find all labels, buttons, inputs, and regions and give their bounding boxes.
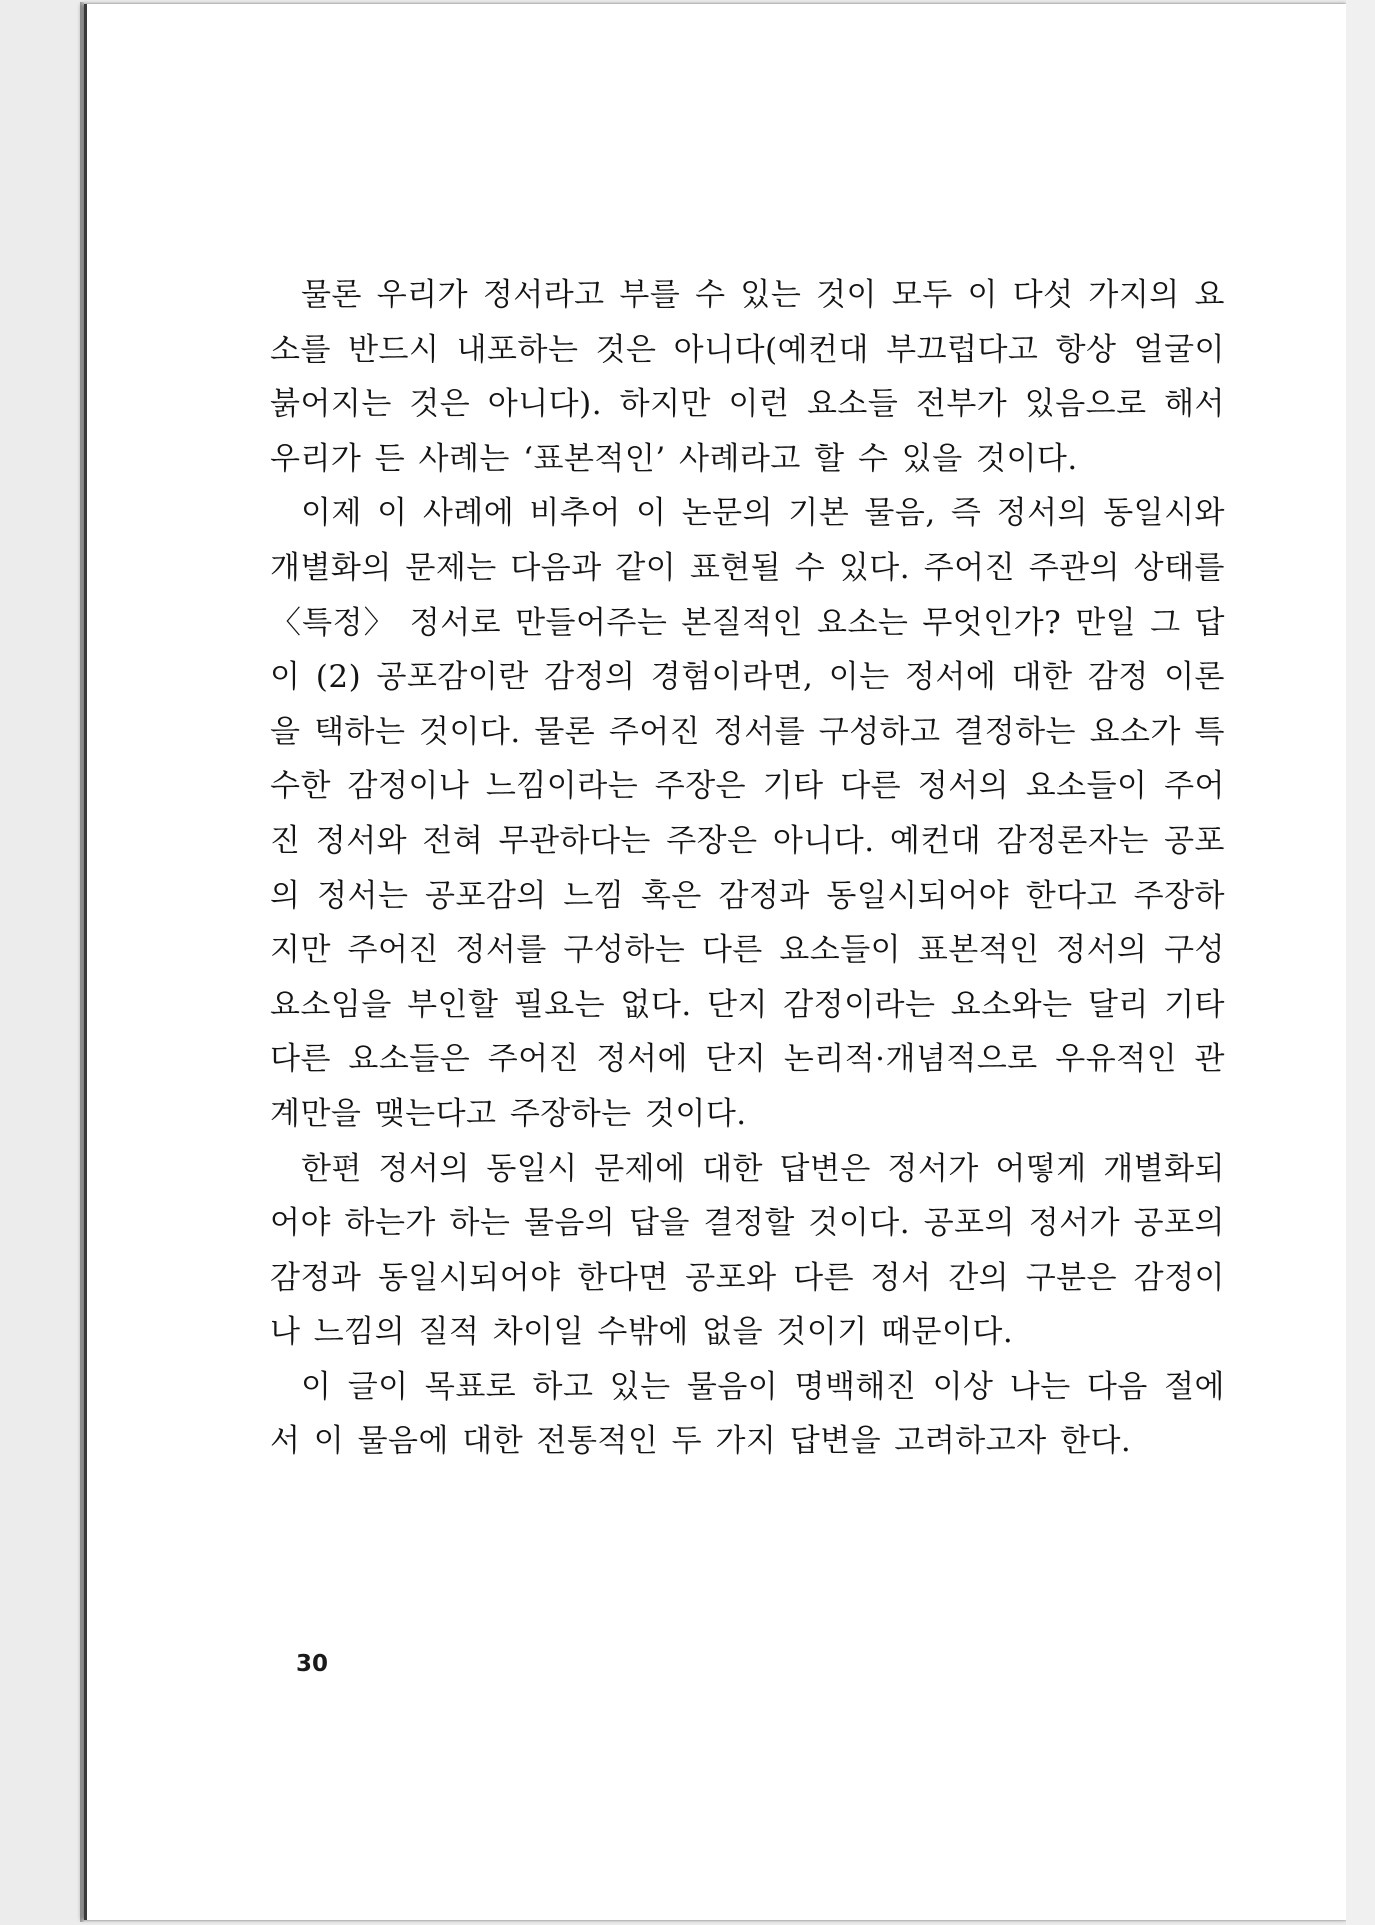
body-text xyxy=(270,268,1225,1469)
paragraph-2: 이제 이 사례에 비추어 이 논문의 기본 물음, 즉 정서의 동일시와 개별화의 문제는 다음과 같이 표현될 수 있다. 주어진 주관의 상태를 〈특정〉 정서로 만들어주는 본질적인 요소는 무엇인가? 만일 그 답이 (2) 공포감이란 감정의 경험이라면, 이는 정서에 대한 감정 이론을 택하는 것이다. 물론 주어진 정서를 구성하고 결정하는 요소가 특수한 감정이나 느낌이라는 주장은 기타 다른 정서의 요소들이 주어진 정서와 전혀 무관하다는 주장은 아니다. 예컨대 감정론자는 공포의 정서는 공포감의 느낌 혹은 감정과 동일시되어야 한다고 주장하지만 주어진 정서를 구성하는 다른 요소들이 표본적인 정서의 구성 요소임을 부인할 필요는 없다. 단지 감정이라는 요소와는 달리 기타 다른 요소들은 주어진 정서에 단지 논리적·개념적으로 우유적인 관계만을 맺는다고 주장하는 것이다. xyxy=(270,495,1225,1132)
page-number: 30 xyxy=(296,1651,329,1677)
right-margin xyxy=(1346,0,1375,1925)
paragraph-1: 물론 우리가 정서라고 부를 수 있는 것이 모두 이 다섯 가지의 요소를 반드시 내포하는 것은 아니다(예컨대 부끄럽다고 항상 얼굴이 붉어지는 것은 아니다). 하지만 이런 요소들 전부가 있음으로 해서 우리가 든 사례는 ‘표본적인’ 사례라고 할 수 있을 것이다. xyxy=(270,277,1225,477)
paragraph-3: 한편 정서의 동일시 문제에 대한 답변은 정서가 어떻게 개별화되어야 하는가 하는 물음의 답을 결정할 것이다. 공포의 정서가 공포의 감정과 동일시되어야 한다면 공포와 다른 정서 간의 구분은 감정이나 느낌의 질적 차이일 수밖에 없을 것이기 때문이다. xyxy=(270,1150,1225,1351)
paragraph-4: 이 글이 목표로 하고 있는 물음이 명백해진 이상 나는 다음 절에서 이 물음에 대한 전통적인 두 가지 답변을 고려하고자 한다. xyxy=(270,1368,1225,1460)
